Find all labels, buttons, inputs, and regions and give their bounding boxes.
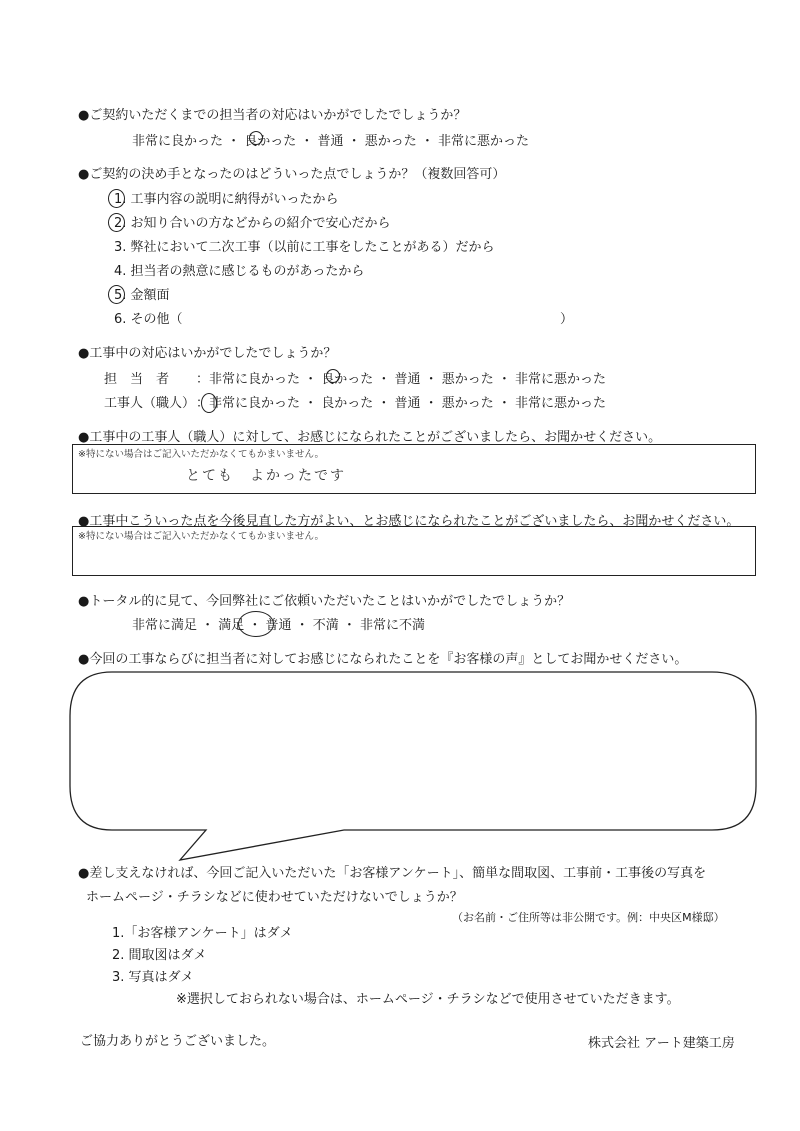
q8-privacy-note: （お名前・ご住所等は非公開です。例：中央区M様邸） [452,911,725,924]
q3-row2-label: 工事人（職人） [104,396,196,411]
question-1: ●ご契約いただくまでの担当者の対応はいかがでしたでしょうか？ [78,108,467,123]
q3-row1-options: ：非常に良かった ・ 良かった ・ 普通 ・ 悪かった ・ 非常に悪かった [196,372,607,387]
company-name: 株式会社 アート建築工房 [588,1036,735,1051]
q2-option-2: 2. お知り合いの方などからの紹介で安心だから [114,216,391,231]
q2-option-3: 3. 弊社において二次工事（以前に工事をしたことがある）だから [114,240,495,255]
question-7: ●今回の工事ならびに担当者に対してお感じになられたことを『お客様の声』としてお聞かせください。 [78,652,688,667]
question-2: ●ご契約の決め手となったのはどういった点でしょうか？（複数回答可） [78,167,506,182]
question-1-options: 非常に良かった ・ 良かった ・ 普通 ・ 悪かった ・ 非常に悪かった [132,134,530,149]
q4-note: ※特にない場合はご記入いただかなくてもかまいません。 [78,449,325,460]
q8-option-1: 1.「お客様アンケート」はダメ [112,926,293,941]
q8-option-3: 3. 写真はダメ [112,970,194,985]
question-4: ●工事中の工事人（職人）に対して、お感じになられたことがございましたら、お聞かせください。 [78,430,662,445]
q2-option-4: 4. 担当者の熱意に感じるものがあったから [114,264,365,279]
q2-option-5: 5. 金額面 [114,288,170,303]
q8-footnote: ※選択しておられない場合は、ホームページ・チラシなどで使用させていただきます。 [176,992,680,1007]
q2-option-6: 6. その他（ [114,312,183,327]
question-6: ●トータル的に見て、今回弊社にご依頼いただいたことはいかがでしたでしょうか？ [78,594,571,609]
q8-option-2: 2. 間取図はダメ [112,948,207,963]
q3-row2-options: ：非常に良かった ・ 良かった ・ 普通 ・ 悪かった ・ 非常に悪かった [196,396,607,411]
q3-row1-label: 担 当 者 [104,372,170,387]
q5-note: ※特にない場合はご記入いただかなくてもかまいません。 [78,531,325,542]
thanks-message: ご協力ありがとうございました。 [80,1034,276,1049]
question-8-line1: ●差し支えなければ、今回ご記入いただいた「お客様アンケート」、簡単な間取図、工事前・工事後の写真を [78,866,707,881]
question-6-options: 非常に満足 ・ 満足 ・ 普通 ・ 不満 ・ 非常に不満 [132,618,426,633]
q2-other-close: ） [560,312,574,327]
question-5: ●工事中こういった点を今後見直した方がよい、とお感じになられたことがございましたら、お聞かせください。 [78,514,740,529]
q2-option-1: 1. 工事内容の説明に納得がいったから [114,192,339,207]
question-3: ●工事中の対応はいかがでしたでしょうか？ [78,346,337,361]
q4-handwritten-answer: とても よかったです [186,468,346,484]
question-8-line2: ホームページ・チラシなどに使わせていただけないでしょうか？ [86,890,463,905]
